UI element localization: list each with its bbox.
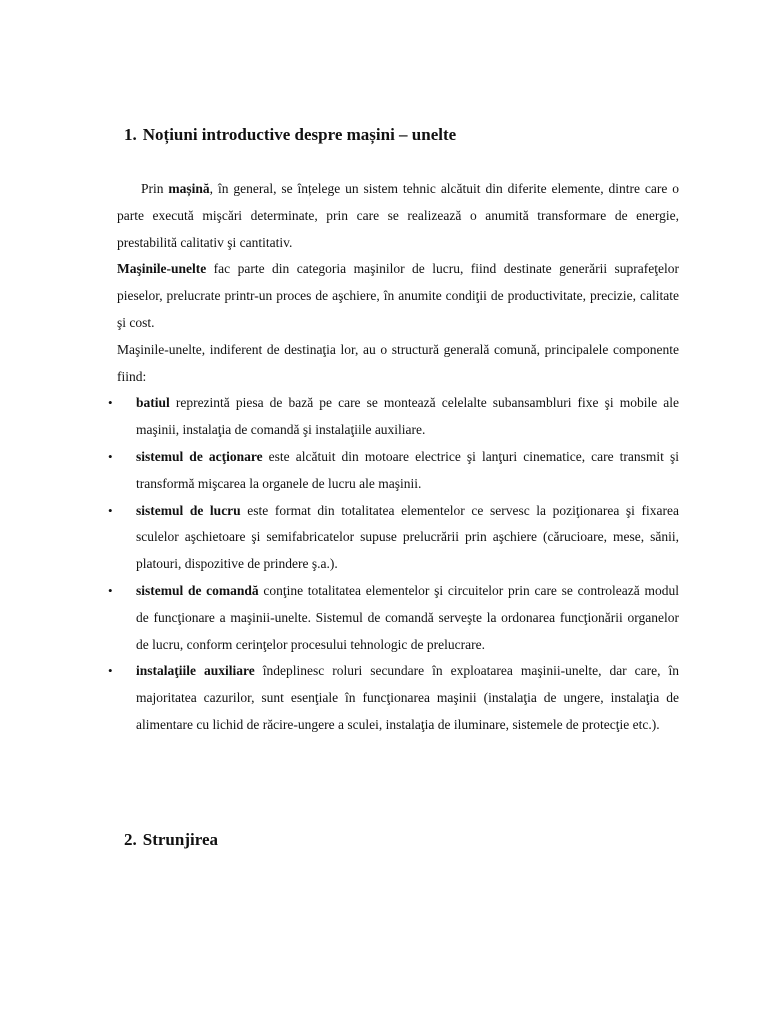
- section-heading-1: [124, 124, 456, 146]
- definition-term: Maşinile-unelte: [117, 261, 207, 277]
- bullet-icon: •: [108, 395, 113, 411]
- component-text: este format din totalitatea elementelor ce servesc la poziţionarea şi fixarea sculelor aşchietoare şi semifabricatelor supuse prelucrării prin aşchiere (cărucioare, mese, sănii, platouri, dispozitive de prindere ş.a.).: [136, 502, 679, 572]
- component-term: batiul: [136, 395, 170, 411]
- intro-term: mașină: [168, 181, 210, 196]
- components-list: [108, 390, 680, 738]
- bullet-icon: •: [108, 502, 113, 518]
- structure-intro-paragraph: Maşinile-unelte, indiferent de destinaţia lor, au o structură generală comună, principalele componente fiind:: [117, 341, 679, 384]
- component-text: îndeplinesc roluri secundare în exploatarea maşinii-unelte, dar care, în majoritatea cazurilor, sunt esenţiale în funcţionarea maşinii (instalaţia de ungere, instalaţia de alimentare cu lichid de răcire-ungere a sculei, instalaţia de iluminare, sistemele de protecţie etc.).: [136, 663, 680, 732]
- definition-text: fac parte din categoria maşinilor de lucru, fiind destinate generării suprafeţelor pieselor, prelucrate printr-un proces de aşchiere, în anumite condiţii de productivitate, precizie, calitate şi cost.: [117, 261, 679, 330]
- definition-paragraph: [117, 256, 679, 336]
- component-term: sistemul de comandă: [136, 582, 259, 598]
- list-item: [108, 578, 679, 658]
- intro-lead: Prin: [141, 181, 169, 196]
- bullet-icon: •: [108, 663, 113, 679]
- component-term: instalaţiile auxiliare: [136, 663, 255, 679]
- component-term: sistemul de acţionare: [136, 448, 263, 464]
- section-number: 2.: [124, 830, 137, 849]
- bullet-icon: •: [108, 448, 113, 464]
- component-text: este alcătuit din motoare electrice şi lanţuri cinematice, care transmit şi transformă mişcarea la organele de lucru ale maşinii.: [136, 448, 679, 491]
- component-text: reprezintă piesa de bază pe care se montează celelalte subansambluri fixe şi mobile ale maşinii, instalaţia de comandă şi instalaţiile auxiliare.: [136, 395, 679, 438]
- list-item: [108, 444, 679, 498]
- section-title: Noțiuni introductive despre mașini – unelte: [142, 125, 457, 144]
- list-item: [108, 658, 680, 738]
- bullet-icon: •: [108, 582, 113, 598]
- list-item: [108, 390, 679, 444]
- list-item: [108, 498, 679, 578]
- section-number: 1.: [124, 125, 137, 144]
- section-title: Strunjirea: [142, 830, 218, 849]
- intro-paragraph: [117, 176, 679, 256]
- component-text: conţine totalitatea elementelor şi circuitelor prin care se controlează modul de funcţionare a maşinii-unelte. Sistemul de comandă serveşte la ordonarea funcţionării organelor de lucru, conform cerinţelor procesului tehnologic de prelucrare.: [136, 582, 679, 652]
- section-heading-2: [124, 829, 218, 851]
- document-body: [108, 176, 680, 739]
- component-term: sistemul de lucru: [136, 502, 241, 518]
- intro-text: , în general, se înțelege un sistem tehnic alcătuit din diferite elemente, dintre care o parte execută mişcări determinate, prin care se realizează o anumită transformare de energie, prestabilită calitativ şi cantitativ.: [117, 181, 679, 250]
